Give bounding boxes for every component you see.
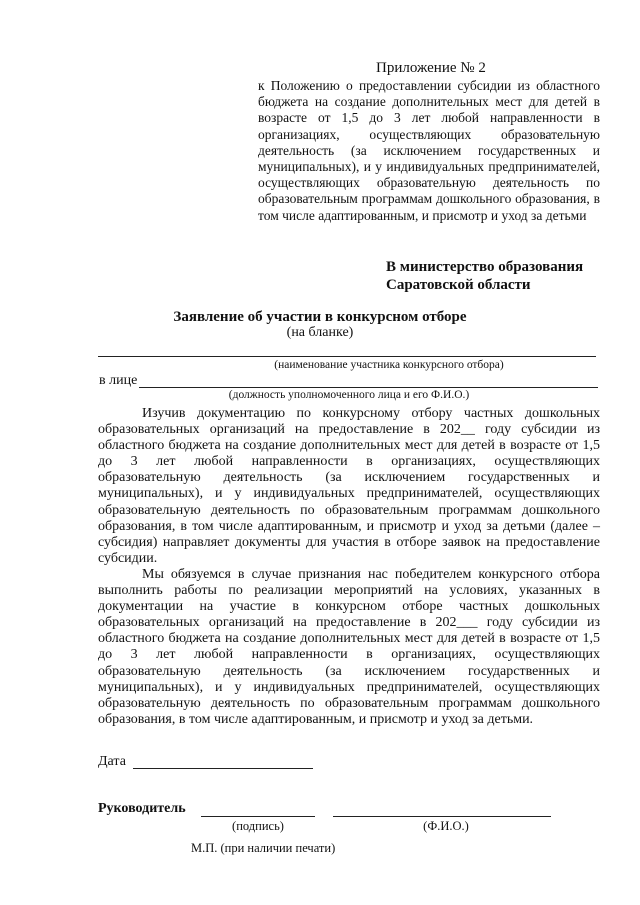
- signature-caption: (подпись): [232, 819, 284, 833]
- date-label: Дата: [98, 754, 126, 769]
- body-text: [98, 406, 600, 728]
- recipient-block: [386, 258, 583, 294]
- annex-title: Приложение № 2: [376, 60, 486, 76]
- representative-label: в лице: [99, 373, 138, 388]
- document-subtitle: (на бланке): [286, 325, 354, 340]
- recipient-line-1: В министерство образования: [386, 259, 584, 275]
- stamp-note: М.П. (при наличии печати): [191, 841, 336, 855]
- paragraph-2: Мы обязуемся в случае признания нас победителем конкурсного отбора выполнить работы по реализации мероприятий на условиях, указанных в документации на участие в конкурсном отборе частных дошкольных образовательных организаций на предоставление в 202___ году субсидии из областного бюджета на создание дополнительных мест для детей в возрасте от 1,5 до 3 лет любой направленности в организациях, осуществляющих образовательную деятельность (за исключением государственных и муниципальных), и у индивидуальных предпринимателей, осуществляющих образовательную деятельность по образовательным программам дошкольного образования, в том числе адаптированным, и присмотр и уход за детьми.: [98, 566, 600, 727]
- annex-text: к Положению о предоставлении субсидии из областного бюджета на создание дополнительных мест для детей в возрасте от 1,5 до 3 лет любой направленности в организациях, осуществляющих образовательную деятельность (за исключением государственных и муниципальных), и у индивидуальных предпринимателей, осуществляющих образовательную деятельность по образовательным программам дошкольного образования, в том числе адаптированным, и присмотр и уход за детьми: [258, 78, 600, 223]
- representative-caption: (должность уполномоченного лица и его Ф.И.О.): [228, 389, 470, 401]
- participant-caption: (наименование участника конкурсного отбора): [274, 359, 504, 371]
- document-title: Заявление об участии в конкурсном отборе: [173, 309, 467, 325]
- representative-line[interactable]: [139, 387, 598, 388]
- full-name-caption: (Ф.И.О.): [423, 819, 469, 833]
- participant-name-line[interactable]: [98, 356, 596, 357]
- signature-label: Руководитель: [98, 801, 186, 816]
- paragraph-1: Изучив документацию по конкурсному отбору частных дошкольных образовательных организаций на предоставление в 202__ году субсидии из областного бюджета на создание дополнительных мест для детей в возрасте от 1,5 до 3 лет любой направленности в организациях, осуществляющих образовательную деятельность (за исключением государственных и муниципальных), и у индивидуальных предпринимателей, осуществляющих образовательную деятельность по образовательным программам дошкольного образования, в том числе адаптированным, и присмотр и уход за детьми (далее – субсидия) направляет документы для участия в отборе заявок на предоставление субсидии.: [98, 406, 600, 566]
- signature-line[interactable]: [201, 816, 315, 817]
- full-name-line[interactable]: [333, 816, 551, 817]
- date-line[interactable]: [133, 768, 313, 769]
- recipient-line-2: Саратовской области: [386, 277, 531, 293]
